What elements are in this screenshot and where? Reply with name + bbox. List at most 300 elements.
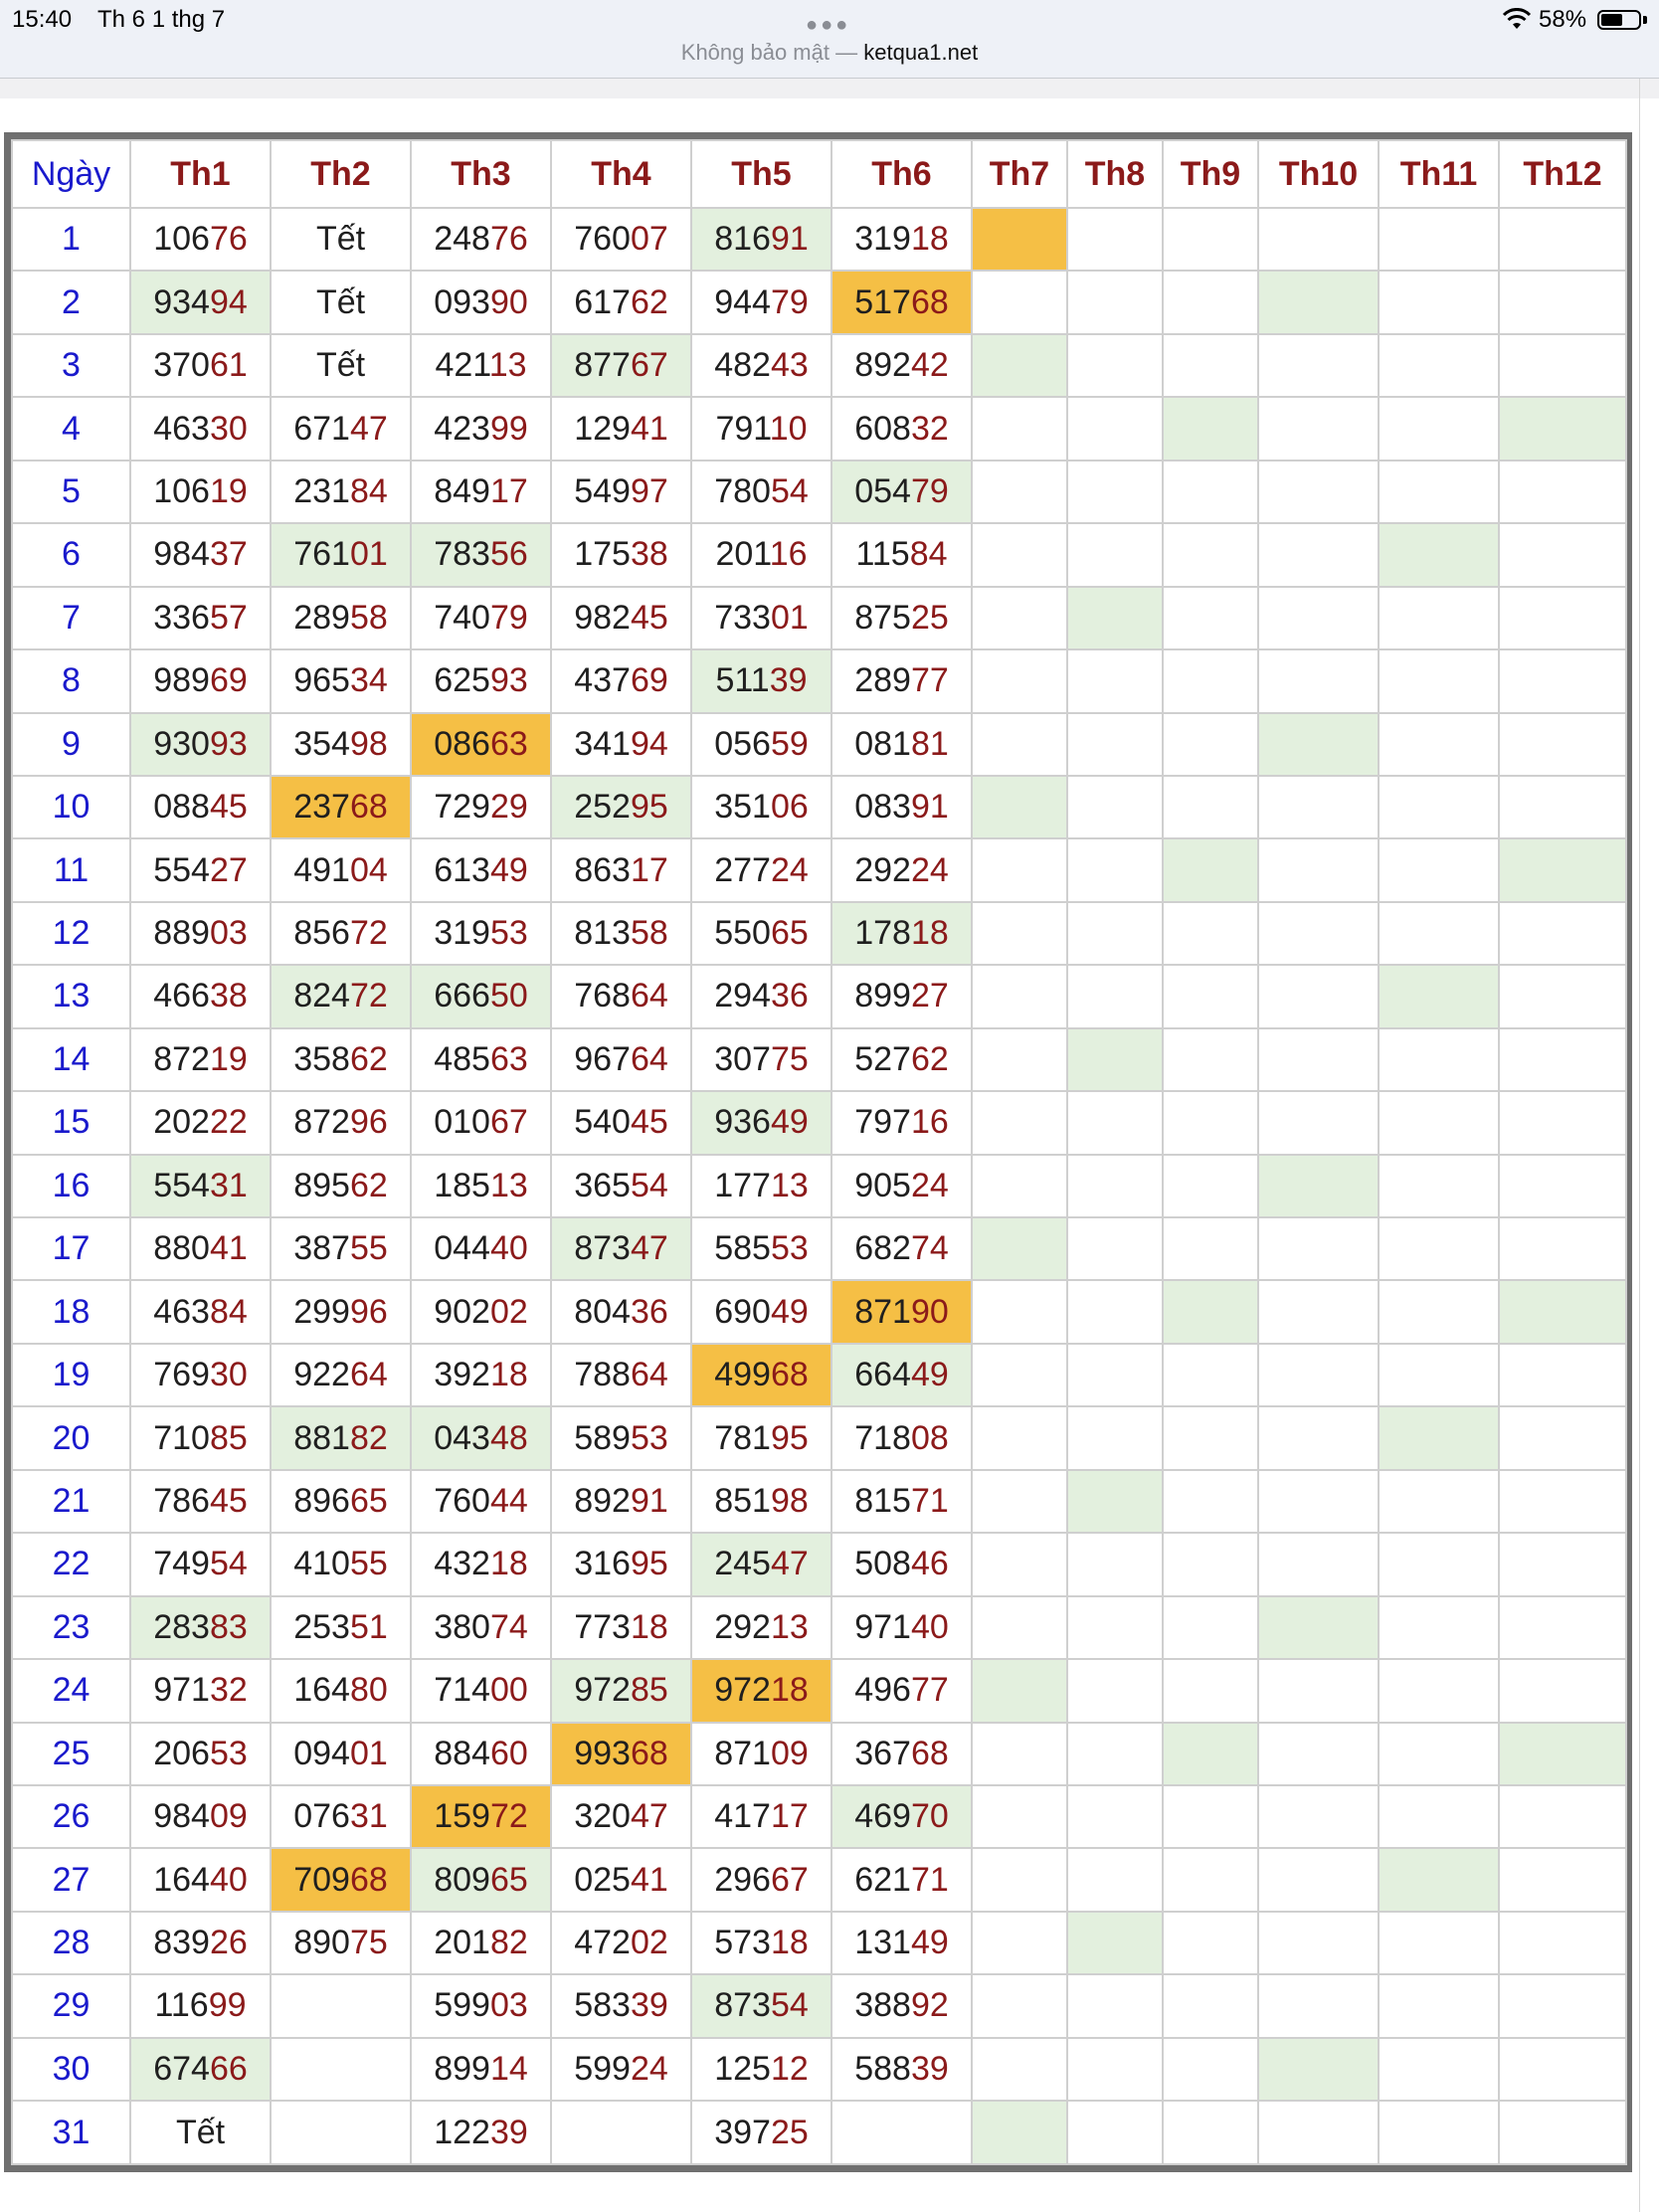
result-tail-digits: 68	[630, 1734, 668, 1772]
result-cell	[411, 1912, 551, 1974]
result-cell	[411, 1280, 551, 1343]
result-cell	[831, 1280, 972, 1343]
result-head-digits: 164	[153, 1860, 210, 1899]
result-head-digits: 714	[434, 1671, 490, 1710]
result-tail-digits: 18	[770, 1671, 809, 1710]
result-head-digits: 499	[714, 1356, 771, 1394]
result-cell	[411, 1596, 551, 1659]
result-tail-digits: 29	[489, 788, 528, 827]
result-cell	[271, 1217, 411, 1280]
result-cell	[1163, 1848, 1258, 1911]
result-tail-digits: 79	[910, 471, 949, 510]
status-time: 15:40	[12, 6, 73, 33]
result-tail-digits: 71	[910, 1481, 949, 1520]
result-cell	[130, 1280, 271, 1343]
result-tail-digits: 41	[630, 1860, 668, 1899]
result-cell	[551, 461, 691, 523]
result-head-digits: 131	[854, 1924, 911, 1962]
result-tail-digits: 93	[489, 661, 528, 700]
result-head-digits: 423	[434, 409, 490, 448]
result-cell	[691, 1596, 831, 1659]
result-cell	[1499, 838, 1626, 901]
result-head-digits: 201	[434, 1924, 490, 1962]
result-tail-digits: 79	[489, 598, 528, 637]
result-tail-digits: 61	[209, 346, 248, 385]
result-tail-digits: 16	[910, 1103, 949, 1142]
result-cell	[1258, 1344, 1379, 1406]
result-head-digits: 508	[854, 1545, 911, 1583]
table-row	[12, 523, 1626, 586]
result-cell	[130, 1406, 271, 1469]
result-tail-digits: 13	[770, 1166, 809, 1204]
result-tail-digits: 36	[630, 1292, 668, 1331]
result-cell	[1163, 208, 1258, 271]
result-tail-digits: 24	[770, 850, 809, 889]
column-header-th3: Th3	[411, 140, 551, 208]
result-head-digits: 248	[434, 220, 490, 259]
result-cell	[130, 1470, 271, 1533]
result-cell	[551, 2101, 691, 2164]
result-tail-digits: 67	[770, 1860, 809, 1899]
result-cell	[1067, 713, 1163, 776]
result-cell	[691, 1344, 831, 1406]
result-head-digits: 292	[854, 850, 911, 889]
result-tail-digits: 09	[770, 1734, 809, 1772]
result-cell	[691, 838, 831, 901]
result-cell	[411, 1974, 551, 2037]
result-head-digits: 671	[293, 409, 350, 448]
result-tail-digits: 13	[488, 346, 527, 385]
result-head-digits: 081	[854, 724, 911, 763]
result-cell	[972, 1344, 1067, 1406]
result-tail-digits: 84	[349, 471, 388, 510]
result-cell	[1258, 2101, 1379, 2164]
result-head-digits: 185	[434, 1166, 490, 1204]
result-head-digits: 873	[574, 1229, 631, 1268]
result-cell	[271, 1533, 411, 1595]
table-row	[12, 587, 1626, 649]
result-cell	[130, 1723, 271, 1785]
result-cell	[1379, 1406, 1499, 1469]
result-tail-digits: 34	[349, 661, 388, 700]
result-cell	[1067, 965, 1163, 1027]
result-cell	[691, 1470, 831, 1533]
result-tail-digits: 75	[770, 1039, 809, 1078]
result-cell	[551, 397, 691, 460]
result-cell	[1163, 1974, 1258, 2037]
result-head-digits: 875	[854, 598, 911, 637]
day-cell: 28	[12, 1912, 130, 1974]
result-cell	[1067, 523, 1163, 586]
result-cell	[831, 461, 972, 523]
result-head-digits: 972	[714, 1671, 771, 1710]
day-cell: 13	[12, 965, 130, 1027]
result-cell	[691, 1848, 831, 1911]
table-row	[12, 271, 1626, 333]
result-cell	[1379, 1217, 1499, 1280]
result-tail-digits: 39	[769, 661, 808, 700]
table-row	[12, 1533, 1626, 1595]
result-head-digits: 245	[714, 1545, 771, 1583]
result-cell	[551, 1470, 691, 1533]
column-header-th11: Th11	[1379, 140, 1499, 208]
result-cell	[1499, 1091, 1626, 1154]
result-tail-digits: 17	[630, 850, 668, 889]
result-cell	[1258, 776, 1379, 838]
result-tail-digits: 27	[209, 850, 248, 889]
result-tail-digits: 12	[770, 2049, 809, 2088]
result-cell	[271, 838, 411, 901]
result-tail-digits: 16	[769, 535, 808, 574]
result-cell	[1067, 1723, 1163, 1785]
result-head-digits: 896	[293, 1481, 350, 1520]
result-tail-digits: 94	[630, 724, 668, 763]
result-tail-digits: 45	[630, 598, 668, 637]
result-tail-digits: 95	[630, 1545, 668, 1583]
result-cell	[130, 1659, 271, 1722]
more-dots-icon[interactable]: ●●●	[806, 14, 851, 36]
result-cell	[1258, 1533, 1379, 1595]
day-cell: 27	[12, 1848, 130, 1911]
battery-cap	[1643, 16, 1647, 24]
result-tail-digits: 49	[910, 1356, 949, 1394]
result-cell	[1067, 208, 1163, 271]
result-cell	[1258, 965, 1379, 1027]
result-cell	[130, 713, 271, 776]
result-head-digits: 517	[854, 282, 911, 321]
result-cell	[271, 1091, 411, 1154]
result-cell	[1499, 1533, 1626, 1595]
result-cell	[691, 1659, 831, 1722]
result-cell	[1163, 776, 1258, 838]
result-cell	[1163, 1344, 1258, 1406]
result-cell	[1499, 1848, 1626, 1911]
result-cell	[1379, 271, 1499, 333]
result-head-digits: 781	[714, 1418, 771, 1457]
result-tail-digits: 49	[910, 1924, 949, 1962]
result-tail-digits: 09	[209, 1797, 248, 1836]
result-head-digits: 237	[293, 788, 350, 827]
result-cell	[1163, 1406, 1258, 1469]
result-cell	[1379, 208, 1499, 271]
day-cell: 9	[12, 713, 130, 776]
result-cell	[1379, 1723, 1499, 1785]
result-tail-digits: 25	[770, 2113, 809, 2151]
result-cell	[972, 776, 1067, 838]
result-tail-digits: 22	[209, 1103, 248, 1142]
result-tail-digits: 08	[910, 1418, 949, 1457]
result-head-digits: 761	[293, 535, 350, 574]
result-head-digits: 164	[293, 1671, 350, 1710]
result-head-digits: 367	[854, 1734, 911, 1772]
result-cell	[271, 649, 411, 712]
result-head-digits: 421	[435, 346, 489, 385]
result-cell	[1067, 1470, 1163, 1533]
day-cell: 3	[12, 334, 130, 397]
result-cell	[831, 1974, 972, 2037]
result-cell	[1379, 1280, 1499, 1343]
result-head-digits: 815	[854, 1481, 911, 1520]
result-cell	[551, 902, 691, 965]
result-cell	[1163, 1785, 1258, 1848]
result-cell	[1258, 902, 1379, 965]
result-cell	[411, 838, 551, 901]
result-head-digits: 729	[434, 788, 490, 827]
results-table-frame	[4, 132, 1632, 2172]
result-cell	[1067, 1217, 1163, 1280]
result-head-digits: 873	[714, 1986, 771, 2025]
result-head-digits: 993	[574, 1734, 631, 1772]
result-tail-digits: 45	[209, 1481, 248, 1520]
result-head-digits: 871	[714, 1734, 771, 1772]
result-tail-digits: 70	[910, 1797, 949, 1836]
result-tail-digits: 65	[349, 1481, 388, 1520]
result-cell	[691, 965, 831, 1027]
result-cell	[1379, 2101, 1499, 2164]
result-head-digits: 341	[574, 724, 631, 763]
result-head-digits: 934	[153, 282, 210, 321]
result-cell	[831, 208, 972, 271]
column-header-th6: Th6	[831, 140, 972, 208]
result-tail-digits: 18	[630, 1607, 668, 1646]
result-cell	[1379, 1344, 1499, 1406]
result-cell	[972, 2038, 1067, 2101]
result-cell	[411, 2101, 551, 2164]
result-cell	[411, 649, 551, 712]
table-row	[12, 902, 1626, 965]
result-cell	[1379, 461, 1499, 523]
result-head-digits: 797	[854, 1103, 911, 1142]
result-cell	[831, 523, 972, 586]
result-head-digits: 690	[714, 1292, 771, 1331]
result-head-digits: 125	[714, 2049, 771, 2088]
result-cell	[411, 1406, 551, 1469]
result-cell	[691, 776, 831, 838]
result-cell	[1067, 334, 1163, 397]
result-cell	[1067, 587, 1163, 649]
result-tail-digits: 68	[910, 282, 949, 321]
result-head-digits: 463	[153, 1292, 210, 1331]
result-cell	[691, 1533, 831, 1595]
result-head-digits: 760	[434, 1481, 490, 1520]
result-tail-digits: 01	[349, 1734, 388, 1772]
result-cell	[411, 461, 551, 523]
result-cell	[1067, 1785, 1163, 1848]
battery-icon	[1597, 10, 1641, 30]
result-cell	[411, 713, 551, 776]
result-cell	[1499, 1470, 1626, 1533]
result-tail-digits: 83	[209, 1607, 248, 1646]
result-head-digits: 589	[574, 1418, 631, 1457]
result-cell	[1067, 1974, 1163, 2037]
battery-level	[1601, 14, 1622, 26]
result-cell	[271, 2038, 411, 2101]
result-tail-digits: 72	[349, 977, 388, 1015]
table-row	[12, 838, 1626, 901]
result-cell	[972, 1155, 1067, 1217]
result-head-digits: 718	[854, 1418, 911, 1457]
result-tail-digits: 54	[770, 1986, 809, 2025]
result-cell	[1067, 1280, 1163, 1343]
result-cell	[1499, 1974, 1626, 2037]
result-cell	[1163, 902, 1258, 965]
result-cell	[831, 902, 972, 965]
result-head-digits: 902	[434, 1292, 490, 1331]
result-cell	[1499, 1280, 1626, 1343]
result-cell	[130, 1091, 271, 1154]
table-row	[12, 461, 1626, 523]
result-head-digits: 159	[434, 1797, 490, 1836]
result-head-digits: 056	[714, 724, 771, 763]
result-head-digits: 365	[574, 1166, 631, 1204]
result-cell	[972, 902, 1067, 965]
result-tail-digits: 84	[909, 535, 948, 574]
day-cell: 23	[12, 1596, 130, 1659]
result-tail-digits: 40	[910, 1607, 949, 1646]
result-tail-digits: 03	[209, 914, 248, 953]
result-head-digits: 971	[854, 1607, 911, 1646]
result-head-digits: 093	[434, 282, 490, 321]
result-tail-digits: 47	[630, 1229, 668, 1268]
result-cell	[691, 1091, 831, 1154]
result-cell	[691, 902, 831, 965]
result-head-digits: 253	[293, 1607, 350, 1646]
address-bar[interactable]	[0, 40, 1659, 66]
result-head-digits: 527	[854, 1039, 911, 1078]
result-head-digits: 466	[153, 977, 210, 1015]
table-row	[12, 1344, 1626, 1406]
result-head-digits: 710	[153, 1418, 210, 1457]
result-cell	[130, 965, 271, 1027]
result-cell	[271, 1974, 411, 2037]
result-tail-digits: 41	[209, 1229, 248, 1268]
result-cell	[271, 461, 411, 523]
result-cell	[551, 1028, 691, 1091]
result-cell	[1067, 1406, 1163, 1469]
result-cell	[130, 1344, 271, 1406]
result-cell	[1258, 1470, 1379, 1533]
result-cell	[411, 208, 551, 271]
column-header-th1: Th1	[130, 140, 271, 208]
result-cell	[411, 1785, 551, 1848]
result-head-digits: 769	[153, 1356, 210, 1394]
battery-percent: 58%	[1539, 6, 1587, 33]
result-tail-digits: 27	[910, 977, 949, 1015]
result-head-digits: 201	[715, 535, 770, 574]
result-tail-digits: 36	[770, 977, 809, 1015]
result-head-digits: 682	[854, 1229, 911, 1268]
result-cell	[411, 587, 551, 649]
result-head-digits: 540	[574, 1103, 631, 1142]
result-cell	[411, 1155, 551, 1217]
result-cell	[1499, 587, 1626, 649]
result-cell	[1379, 523, 1499, 586]
result-cell	[551, 523, 691, 586]
result-cell	[411, 1533, 551, 1595]
result-cell	[551, 587, 691, 649]
result-tail-digits: 67	[489, 1103, 528, 1142]
result-cell	[411, 776, 551, 838]
result-head-digits: 892	[854, 346, 911, 385]
result-tail-digits: 41	[630, 409, 668, 448]
result-head-digits: 550	[714, 914, 771, 953]
result-cell	[691, 1723, 831, 1785]
url-host: ketqua1.net	[863, 40, 979, 65]
result-tail-digits: 65	[489, 1860, 528, 1899]
result-tail-digits: 53	[770, 1229, 809, 1268]
result-head-digits: 967	[574, 1039, 631, 1078]
result-cell	[1379, 1533, 1499, 1595]
result-tail-digits: 07	[630, 220, 668, 259]
result-cell	[972, 713, 1067, 776]
result-head-digits: 930	[153, 724, 210, 763]
result-cell	[130, 1533, 271, 1595]
result-head-digits: 780	[714, 471, 771, 510]
result-tail-digits: 68	[910, 1734, 949, 1772]
result-tail-digits: 18	[910, 220, 949, 259]
result-tail-digits: 74	[910, 1229, 949, 1268]
result-tail-digits: 90	[489, 282, 528, 321]
result-cell	[271, 1028, 411, 1091]
result-cell	[1499, 713, 1626, 776]
result-tail-digits: 54	[770, 471, 809, 510]
result-tail-digits: 64	[349, 1356, 388, 1394]
result-head-digits: 664	[854, 1356, 911, 1394]
table-row	[12, 2038, 1626, 2101]
day-cell: 12	[12, 902, 130, 965]
result-cell	[1258, 649, 1379, 712]
result-cell	[130, 334, 271, 397]
day-cell: 25	[12, 1723, 130, 1785]
result-cell	[691, 1912, 831, 1974]
table-row	[12, 1217, 1626, 1280]
result-head-digits: 768	[574, 977, 631, 1015]
security-label: Không bảo mật —	[680, 40, 858, 65]
result-cell	[1379, 902, 1499, 965]
result-cell	[1163, 1280, 1258, 1343]
result-tail-digits: 55	[349, 1229, 388, 1268]
result-cell	[831, 1785, 972, 1848]
result-cell	[271, 523, 411, 586]
result-cell	[1499, 1659, 1626, 1722]
result-cell	[1163, 838, 1258, 901]
result-head-digits: 922	[293, 1356, 350, 1394]
result-head-digits: 773	[574, 1607, 631, 1646]
result-head-digits: 043	[434, 1418, 490, 1457]
result-cell	[831, 1470, 972, 1533]
scrollbar-track[interactable]	[1639, 79, 1640, 2212]
result-head-digits: 786	[153, 1481, 210, 1520]
result-head-digits: 733	[714, 598, 771, 637]
result-cell	[551, 649, 691, 712]
result-cell	[972, 1217, 1067, 1280]
result-cell	[691, 1406, 831, 1469]
result-head-digits: 554	[153, 1166, 210, 1204]
result-cell	[271, 776, 411, 838]
result-head-digits: 984	[153, 1797, 210, 1836]
result-tail-digits: 72	[489, 1797, 528, 1836]
result-cell	[551, 208, 691, 271]
day-cell: 15	[12, 1091, 130, 1154]
result-cell	[691, 523, 831, 586]
column-header-th10: Th10	[1258, 140, 1379, 208]
result-cell	[411, 397, 551, 460]
table-row	[12, 1406, 1626, 1469]
day-cell: 16	[12, 1155, 130, 1217]
result-cell	[1499, 334, 1626, 397]
result-cell	[1258, 334, 1379, 397]
result-cell	[1499, 1912, 1626, 1974]
